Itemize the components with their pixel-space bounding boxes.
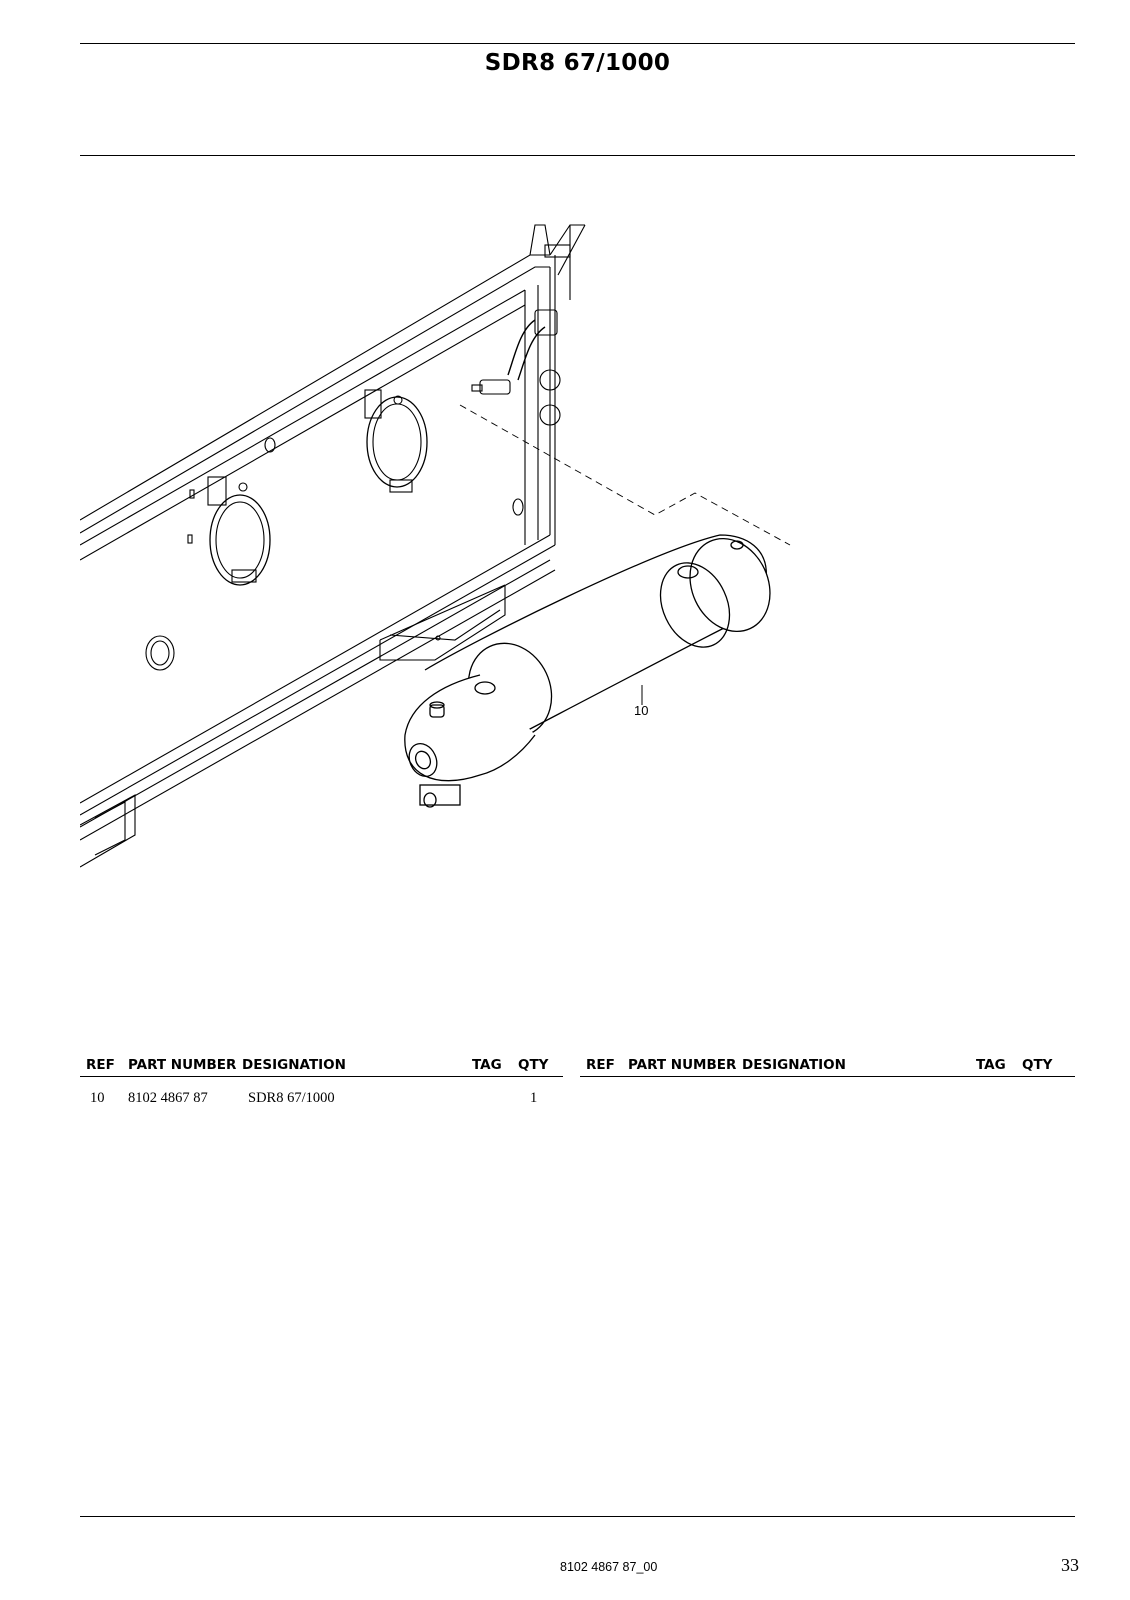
assembly-leader-line bbox=[460, 405, 790, 545]
col-tag: TAG bbox=[472, 1057, 502, 1073]
frame-clamps bbox=[208, 390, 427, 585]
parts-drawing bbox=[80, 215, 810, 895]
col-tag: TAG bbox=[976, 1057, 1006, 1073]
footer-rule bbox=[80, 1516, 1075, 1517]
col-qty: QTY bbox=[518, 1057, 549, 1073]
cell-ref: 10 bbox=[90, 1090, 105, 1106]
table-header bbox=[580, 1052, 1075, 1077]
callout-label: 10 bbox=[634, 703, 649, 718]
page-number: 33 bbox=[1061, 1555, 1079, 1575]
col-part-number: PART NUMBER bbox=[128, 1057, 237, 1073]
col-ref: REF bbox=[86, 1057, 115, 1073]
frame-holes bbox=[146, 438, 523, 670]
page-title: SDR8 67/1000 bbox=[484, 50, 671, 76]
document-code: 8102 4867 87_00 bbox=[560, 1560, 658, 1574]
parts-table-left bbox=[80, 1052, 563, 1105]
cell-qty: 1 bbox=[530, 1090, 538, 1106]
col-designation: DESIGNATION bbox=[742, 1057, 846, 1073]
lower-bracket bbox=[80, 795, 135, 867]
parts-table-right bbox=[580, 1052, 1075, 1077]
table-header bbox=[80, 1052, 563, 1077]
col-part-number: PART NUMBER bbox=[628, 1057, 737, 1073]
cylinder-assembly bbox=[404, 525, 785, 807]
table-row bbox=[80, 1077, 563, 1105]
col-qty: QTY bbox=[1022, 1057, 1053, 1073]
header-bottom-rule bbox=[80, 155, 1075, 156]
cell-part-number: 8102 4867 87 bbox=[128, 1090, 208, 1106]
header-top-rule bbox=[80, 43, 1075, 44]
frame-end bbox=[525, 225, 585, 545]
cell-designation: SDR8 67/1000 bbox=[248, 1090, 335, 1106]
col-ref: REF bbox=[586, 1057, 615, 1073]
col-designation: DESIGNATION bbox=[242, 1057, 346, 1073]
